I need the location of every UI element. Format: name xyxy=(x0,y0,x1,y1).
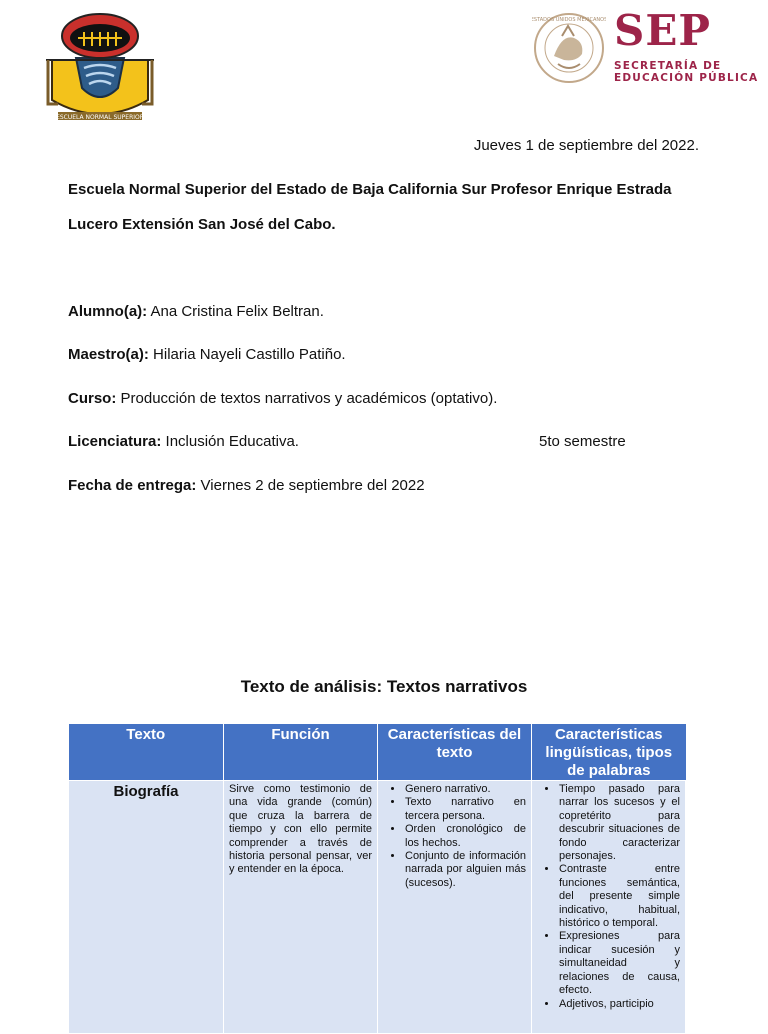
row-features-cell xyxy=(378,781,532,1034)
delivery-date-field xyxy=(68,477,425,495)
analysis-table xyxy=(68,724,686,1034)
sep-subtitle-2: EDUCACIÓN PÚBLICA xyxy=(614,72,759,84)
school-logo xyxy=(44,8,156,124)
row-function-text: Sirve como testimonio de una vida grande (común) que cruza la barrera de tiempo y con ello permite comprender a través de historia personal pensar, ver y entender en la época. xyxy=(229,783,372,876)
sep-wordmark: SEP xyxy=(614,6,711,55)
row-linguistic-cell xyxy=(532,781,686,1034)
table-header-row xyxy=(69,724,686,781)
list-item: • Tiempo pasado para narrar los sucesos y el copretérito para descubrir situaciones de fondo caracterizar personajes. xyxy=(558,783,680,863)
table-row xyxy=(69,781,686,1034)
list-item: • Texto narrativo en tercera persona. xyxy=(404,796,526,823)
mexico-seal xyxy=(532,12,606,84)
student-label: Alumno(a): xyxy=(68,303,148,320)
list-item: • Orden cronológico de los hechos. xyxy=(404,823,526,850)
list-item: • Genero narrativo. xyxy=(404,783,526,796)
linguistic-list xyxy=(537,783,680,1011)
header-funcion: Función xyxy=(224,724,378,781)
teacher-field xyxy=(68,346,346,364)
analysis-title: Texto de análisis: Textos narrativos xyxy=(240,677,528,696)
list-item: • Adjetivos, participio xyxy=(558,998,680,1011)
teacher-value: Hilaria Nayeli Castillo Patiño. xyxy=(148,346,346,363)
course-value: Producción de textos narrativos y académicos (optativo). xyxy=(116,390,498,407)
student-field xyxy=(68,303,324,321)
row-function-cell xyxy=(224,781,378,1034)
semester-value: 5to semestre xyxy=(539,433,626,450)
degree-label: Licenciatura: xyxy=(68,433,162,450)
sep-subtitle-1: SECRETARÍA DE xyxy=(614,60,722,72)
school-name-line-1: Escuela Normal Superior del Estado de Baja California Sur Profesor Enrique Estrada xyxy=(68,181,672,198)
delivery-value: Viernes 2 de septiembre del 2022 xyxy=(196,477,425,494)
student-value: Ana Cristina Felix Beltran. xyxy=(147,303,324,320)
teacher-label: Maestro(a): xyxy=(68,346,149,363)
seal-text: ESTADOS UNIDOS MEXICANOS xyxy=(532,17,606,23)
eagle-seal-icon xyxy=(532,12,606,84)
school-name-line-2: Lucero Extensión San José del Cabo. xyxy=(68,216,336,233)
header-caracteristicas-linguisticas: Características lingüísticas, tipos de palabras xyxy=(532,724,686,781)
sep-logo xyxy=(614,8,764,84)
row-text-type: Biografía xyxy=(69,781,224,1034)
list-item: • Conjunto de información narrada por alguien más (sucesos). xyxy=(404,850,526,890)
school-emblem-icon xyxy=(44,8,156,124)
header-caracteristicas-texto: Características del texto xyxy=(378,724,532,781)
features-list xyxy=(383,783,526,890)
degree-field xyxy=(68,433,299,451)
school-logo-text: ESCUELA NORMAL SUPERIOR xyxy=(56,114,144,121)
document-date: Jueves 1 de septiembre del 2022. xyxy=(473,137,699,154)
list-item: • Expresiones para indicar sucesión y simultaneidad y relaciones de causa, efecto. xyxy=(558,930,680,997)
header-texto: Texto xyxy=(69,724,224,781)
course-field xyxy=(68,390,497,408)
delivery-label: Fecha de entrega: xyxy=(68,477,197,494)
list-item: • Contraste entre funciones semántica, del presente simple indicativo, habitual, histórico o temporal. xyxy=(558,863,680,930)
course-label: Curso: xyxy=(68,390,117,407)
degree-value: Inclusión Educativa. xyxy=(161,433,299,450)
